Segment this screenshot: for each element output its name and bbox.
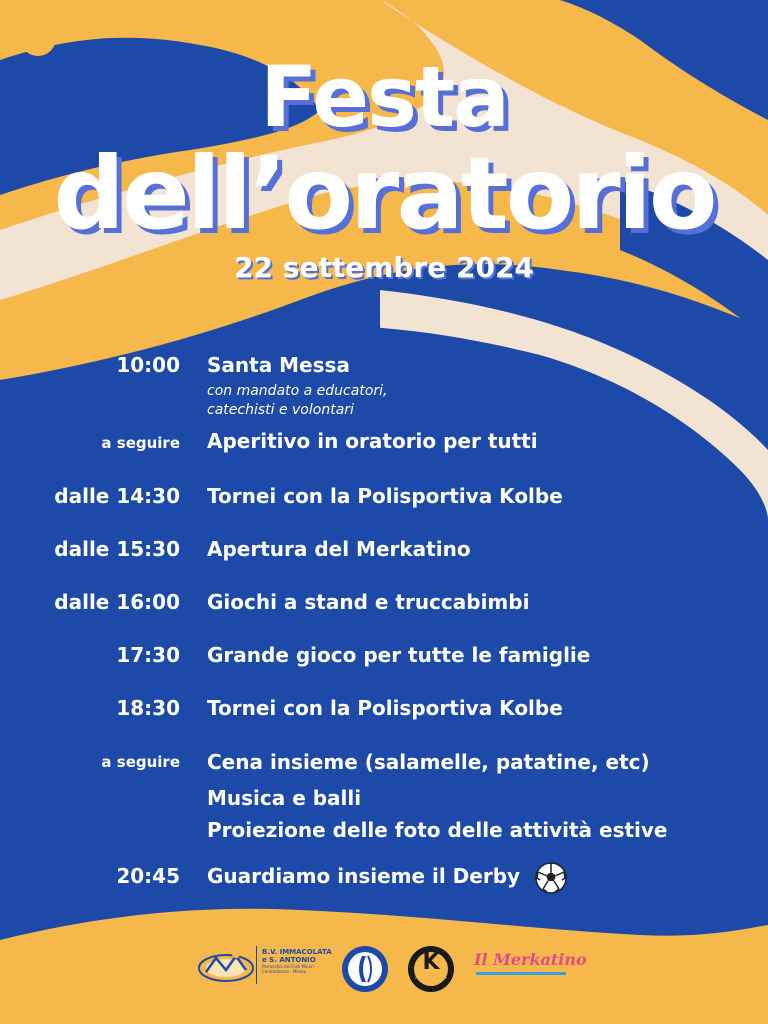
kolbe-logo-letter: K [422, 950, 440, 975]
kolbe-logo-name: POLISPORTIVA KOLBE [414, 976, 448, 980]
parish-emblem-icon [196, 944, 256, 988]
schedule-event: Proiezione delle foto delle attività estive [207, 818, 668, 842]
sponsor-logos [0, 940, 768, 1000]
soccer-ball-icon [535, 862, 567, 894]
parish-name-line-4: Centrostorico - Milano [262, 969, 306, 974]
schedule-event: Santa Messa [207, 353, 350, 377]
logo-divider [256, 946, 257, 984]
schedule-event-with-icon [207, 860, 567, 894]
schedule-time: dalle 15:30 [54, 537, 180, 561]
oratorio-logo-icon [340, 944, 390, 994]
schedule-event-note: catechisti e volontari [207, 402, 354, 418]
merkatino-logo: Il Merkatino [474, 950, 587, 969]
schedule-event: Guardiamo insieme il Derby [207, 864, 521, 888]
schedule-event: Musica e balli [207, 786, 362, 810]
schedule-event: Aperitivo in oratorio per tutti [207, 429, 538, 453]
schedule-time: 10:00 [116, 353, 180, 377]
schedule-time: 17:30 [116, 643, 180, 667]
schedule-event: Apertura del Merkatino [207, 537, 471, 561]
merkatino-logo-underline [476, 972, 566, 975]
schedule-time: dalle 14:30 [54, 484, 180, 508]
parish-name-line-2: e S. ANTONIO [262, 956, 316, 964]
schedule-event: Cena insieme (salamelle, patatine, etc) [207, 750, 650, 774]
parish-logo-text [262, 948, 332, 974]
schedule-time: 20:45 [116, 864, 180, 888]
schedule-event: Grande gioco per tutte le famiglie [207, 643, 591, 667]
schedule-time: dalle 16:00 [54, 590, 180, 614]
title-line-1: Festa [260, 48, 508, 146]
schedule-event: Tornei con la Polisportiva Kolbe [207, 484, 563, 508]
title-line-2: dell’oratorio [53, 135, 715, 252]
schedule-time: a seguire [101, 753, 180, 771]
event-date: 22 settembre 2024 [234, 251, 534, 284]
schedule-event: Tornei con la Polisportiva Kolbe [207, 696, 563, 720]
schedule-time: 18:30 [116, 696, 180, 720]
schedule-event-note: con mandato a educatori, [207, 383, 388, 399]
parish-name-line-3: Parrocchia dei Frati Minori [262, 964, 314, 969]
schedule-time: a seguire [101, 434, 180, 452]
parish-name-line-1: B.V. IMMACOLATA [262, 948, 332, 956]
schedule-event: Giochi a stand e truccabimbi [207, 590, 530, 614]
